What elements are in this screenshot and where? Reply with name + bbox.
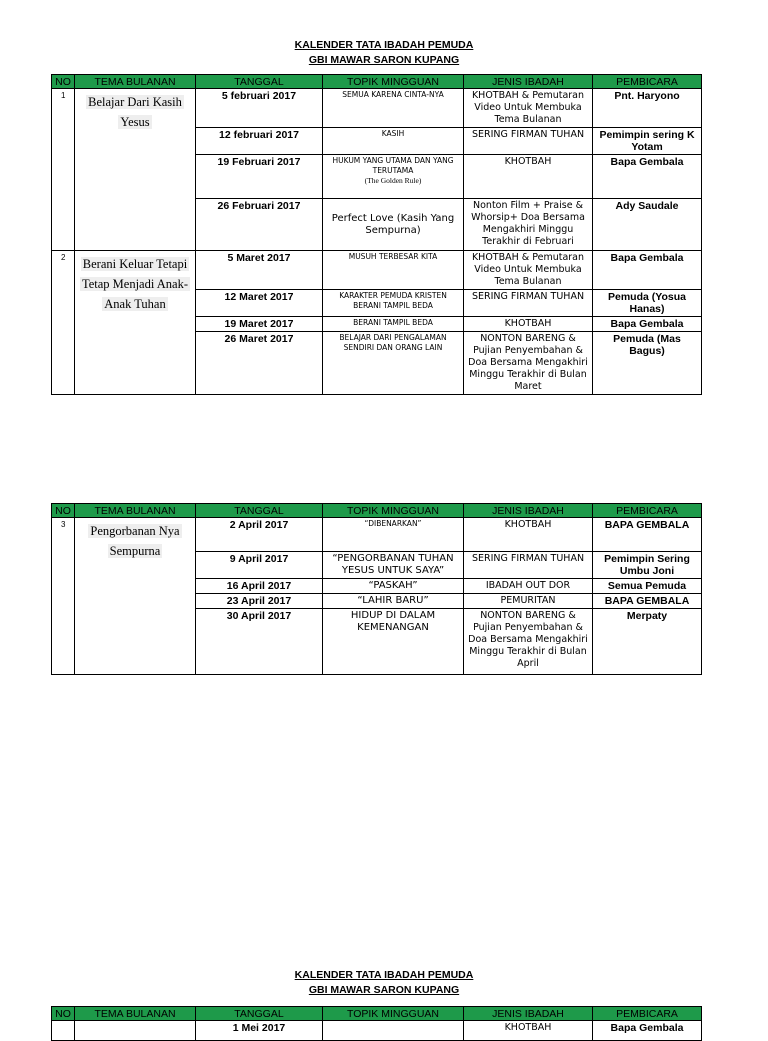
table-row <box>52 518 702 552</box>
topic-text: HUKUM YANG UTAMA DAN YANG TERUTAMA <box>332 156 454 175</box>
speaker-cell: Semua Pemuda <box>593 579 702 594</box>
service-type-cell: SERING FIRMAN TUHAN <box>464 290 593 317</box>
group-number: 2 <box>52 251 75 395</box>
monthly-theme-text: Belajar Dari Kasih Yesus <box>88 95 182 129</box>
document-title: KALENDER TATA IBADAH PEMUDA <box>294 969 474 981</box>
speaker-cell: BAPA GEMBALA <box>593 594 702 609</box>
date-cell: 16 April 2017 <box>196 579 323 594</box>
topic-subtitle: (The Golden Rule) <box>364 176 422 185</box>
header-jenis: JENIS IBADAH <box>464 504 593 518</box>
topic-cell <box>323 155 464 199</box>
date-cell: 1 Mei 2017 <box>196 1021 323 1041</box>
date-cell: 23 April 2017 <box>196 594 323 609</box>
speaker-cell: Pemimpin Sering Umbu Joni <box>593 552 702 579</box>
date-cell: 2 April 2017 <box>196 518 323 552</box>
header-pembicara: PEMBICARA <box>593 1007 702 1021</box>
service-type-cell: KHOTBAH <box>464 155 593 199</box>
table-row <box>52 89 702 128</box>
monthly-theme <box>75 518 196 675</box>
date-cell: 12 Maret 2017 <box>196 290 323 317</box>
speaker-cell: Bapa Gembala <box>593 317 702 332</box>
header-pembicara: PEMBICARA <box>593 75 702 89</box>
service-type-cell: PEMURITAN <box>464 594 593 609</box>
service-type-cell: SERING FIRMAN TUHAN <box>464 128 593 155</box>
speaker-cell: Pemuda (Mas Bagus) <box>593 332 702 395</box>
header-jenis: JENIS IBADAH <box>464 1007 593 1021</box>
monthly-theme-text: Pengorbanan Nya Sempurna <box>90 524 180 558</box>
document-subtitle: GBI MAWAR SARON KUPANG <box>308 984 460 996</box>
service-type-cell: IBADAH OUT DOR <box>464 579 593 594</box>
topic-cell: KARAKTER PEMUDA KRISTEN BERANI TAMPIL BEDA <box>323 290 464 317</box>
header-tema: TEMA BULANAN <box>75 1007 196 1021</box>
speaker-cell: Merpaty <box>593 609 702 675</box>
topic-cell: KASIH <box>323 128 464 155</box>
topic-cell: “LAHIR BARU” <box>323 594 464 609</box>
header-tema: TEMA BULANAN <box>75 504 196 518</box>
speaker-cell: Bapa Gembala <box>593 155 702 199</box>
header-tanggal: TANGGAL <box>196 75 323 89</box>
table-header-row <box>52 75 702 89</box>
monthly-theme <box>75 251 196 395</box>
header-pembicara: PEMBICARA <box>593 504 702 518</box>
header-tanggal: TANGGAL <box>196 1007 323 1021</box>
topic-cell: BELAJAR DARI PENGALAMAN SENDIRI DAN ORANG LAIN <box>323 332 464 395</box>
date-cell: 26 Maret 2017 <box>196 332 323 395</box>
table-header-row <box>52 1007 702 1021</box>
topic-cell: Perfect Love (Kasih Yang Sempurna) <box>323 199 464 251</box>
service-type-cell: SERING FIRMAN TUHAN <box>464 552 593 579</box>
document-title: KALENDER TATA IBADAH PEMUDA <box>294 39 474 51</box>
monthly-theme-text: Berani Keluar Tetapi Tetap Menjadi Anak-Anak Tuhan <box>81 257 189 311</box>
monthly-theme <box>75 89 196 251</box>
header-topik: TOPIK MINGGUAN <box>323 504 464 518</box>
speaker-cell: Pemimpin sering K Yotam <box>593 128 702 155</box>
header-jenis: JENIS IBADAH <box>464 75 593 89</box>
service-type-cell: KHOTBAH & Pemutaran Video Untuk Membuka Tema Bulanan <box>464 251 593 290</box>
schedule-table-2 <box>51 503 702 675</box>
speaker-cell: BAPA GEMBALA <box>593 518 702 552</box>
topic-cell: “PASKAH” <box>323 579 464 594</box>
topic-cell: HIDUP DI DALAM KEMENANGAN <box>323 609 464 675</box>
service-type-cell: KHOTBAH & Pemutaran Video Untuk Membuka Tema Bulanan <box>464 89 593 128</box>
service-type-cell: KHOTBAH <box>464 1021 593 1041</box>
service-type-cell: NONTON BARENG & Pujian Penyembahan & Doa Bersama Mengakhiri Minggu Terakhir di Bulan April <box>464 609 593 675</box>
date-cell: 19 Februari 2017 <box>196 155 323 199</box>
date-cell: 9 April 2017 <box>196 552 323 579</box>
service-type-cell: NONTON BARENG & Pujian Penyembahan & Doa Bersama Mengakhiri Minggu Terakhir di Bulan Maret <box>464 332 593 395</box>
date-cell: 12 februari 2017 <box>196 128 323 155</box>
speaker-cell: Pnt. Haryono <box>593 89 702 128</box>
group-number: 1 <box>52 89 75 251</box>
speaker-cell: Bapa Gembala <box>593 1021 702 1041</box>
topic-cell: MUSUH TERBESAR KITA <box>323 251 464 290</box>
schedule-table-1 <box>51 74 702 395</box>
table-header-row <box>52 504 702 518</box>
service-type-cell: Nonton Film + Praise & Whorsip+ Doa Bersama Mengakhiri Minggu Terakhir di Februari <box>464 199 593 251</box>
speaker-cell: Ady Saudale <box>593 199 702 251</box>
topic-cell: “PENGORBANAN TUHAN YESUS UNTUK SAYA” <box>323 552 464 579</box>
date-cell: 30 April 2017 <box>196 609 323 675</box>
header-topik: TOPIK MINGGUAN <box>323 1007 464 1021</box>
group-number: 3 <box>52 518 75 675</box>
table-row <box>52 251 702 290</box>
header-tema: TEMA BULANAN <box>75 75 196 89</box>
header-topik: TOPIK MINGGUAN <box>323 75 464 89</box>
date-cell: 5 Maret 2017 <box>196 251 323 290</box>
topic-cell: SEMUA KARENA CINTA-NYA <box>323 89 464 128</box>
topic-cell: “DIBENARKAN” <box>323 518 464 552</box>
topic-cell: BERANI TAMPIL BEDA <box>323 317 464 332</box>
speaker-cell: Bapa Gembala <box>593 251 702 290</box>
service-type-cell: KHOTBAH <box>464 317 593 332</box>
header-no: NO <box>52 1007 75 1021</box>
date-cell: 26 Februari 2017 <box>196 199 323 251</box>
header-no: NO <box>52 504 75 518</box>
date-cell: 19 Maret 2017 <box>196 317 323 332</box>
speaker-cell: Pemuda (Yosua Hanas) <box>593 290 702 317</box>
header-tanggal: TANGGAL <box>196 504 323 518</box>
date-cell: 5 februari 2017 <box>196 89 323 128</box>
service-type-cell: KHOTBAH <box>464 518 593 552</box>
document-subtitle: GBI MAWAR SARON KUPANG <box>308 54 460 66</box>
header-no: NO <box>52 75 75 89</box>
